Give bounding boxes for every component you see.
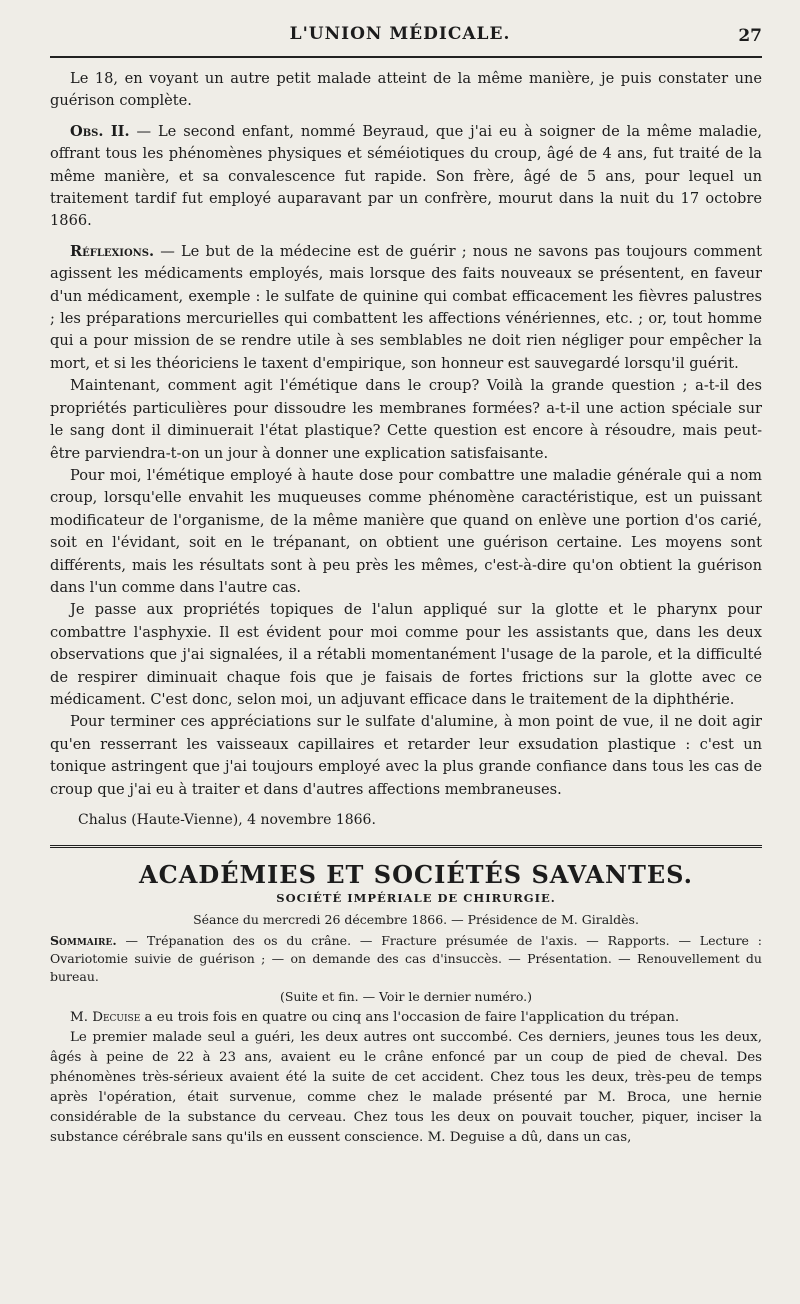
summary-text: — Trépanation des os du crâne. — Fracture présumée de l'axis. — Rapports. — Lecture : Ovariotomie suivie de guérison ; — on demande des cas d'insuccès. — Présentation. — Renouvellement du bureau. — [50, 932, 762, 984]
society-name: SOCIÉTÉ IMPÉRIALE DE CHIRURGIE. — [276, 890, 556, 905]
paragraph-alun: Je passe aux propriétés topiques de l'alun appliqué sur la glotte et le pharynx pour combattre l'asphyxie. Il est évident pour moi comme pour les assistants que, dans les deux observations que j'ai signalées, il a rétabli momentanément l'usage de la parole, et la difficulté de respirer diminuait chaque fois que je faisais de fortes frictions sur la glotte avec ce médicament. C'est donc, selon moi, un adjuvant efficace dans le traitement de la diphthérie. — [50, 601, 762, 708]
paragraph-conclusion: Pour terminer ces appréciations sur le sulfate d'alumine, à mon point de vue, il ne doit agir qu'en resserrant les vaisseaux capillaires et retarder leur exsudation plastique : c'est un tonique astringent que j'ai toujours employé avec la plus grande confiance dans tous les cas de croup que j'ai eu à traiter et dans d'autres affections membraneuses. — [50, 713, 762, 798]
running-head — [0, 24, 800, 50]
section-divider — [50, 845, 762, 848]
observation-text: — Le second enfant, nommé Beyraud, que j'ai eu à soigner de la même maladie, offrant tous les phénomènes physiques et séméiotiques du croup, âgé de 4 ans, fut traité de la même manière, et sa convalescence fut rapide. Son frère, âgé de 5 ans, pour lequel un traitement tardif fut employé auparavant par un confrère, mourut dans la nuit du 17 octobre 1866. — [50, 122, 762, 230]
reflections-text: — Le but de la médecine est de guérir ; nous ne savons pas toujours comment agissent les médicaments employés, mais lorsque des faits nouveaux se présentent, en faveur d'un médicament, exemple : le sulfate de quinine qui combat efficacement les fièvres palustres ; les préparations mercurielles qui combattent les affections vénériennes, etc. ; or, tout homme qui a pour mission de se rendre utile à ses semblables ne doit rien négliger pour empêcher la mort, et si les théoriciens le taxent d'empirique, son honneur est sauvegardé lorsqu'il guérit. — [50, 242, 762, 372]
journal-title: L'UNION MÉDICALE. — [289, 24, 511, 44]
paragraph-observation-2 — [50, 121, 762, 233]
page-number: 27 — [738, 26, 762, 46]
session-line: Séance du mercredi 26 décembre 1866. — Présidence de M. Giraldès. — [193, 912, 639, 928]
paragraph-recovery: Le 18, en voyant un autre petit malade atteint de la même manière, je puis constater une guérison complète. — [50, 70, 762, 110]
paragraph-first-patient: Le premier malade seul a guéri, les deux autres ont succombé. Ces derniers, jeunes tous les deux, âgés à peine de 22 à 23 ans, avaient eu le crâne enfoncé par un coup de pied de cheval. Des phénomènes très-sérieux avaient été la suite de cet accident. Chez tous les deux, très-peu de temps après l'opération, était survenue, comme chez le malade présenté par M. Broca, une hernie considérable de la substance du cerveau. Chez tous les deux on pouvait toucher, piquer, inciser la substance cérébrale sans qu'ils en eussent conscience. M. Deguise a dû, dans un cas, — [50, 1030, 762, 1146]
signoff: Chalus (Haute-Vienne), 4 novembre 1866. — [78, 812, 376, 828]
paragraph-emetique: Maintenant, comment agit l'émétique dans le croup? Voilà la grande question ; a-t-il des propriétés particulières pour dissoudre les membranes formées? a-t-il une action spéciale sur le sang dont il diminuerait l'état plastique? Cette question est encore à résoudre, mais peut-être parviendra-t-on un jour à donner une explication satisfaisante. — [50, 377, 762, 462]
speaker-name: M. Decuise — [70, 1010, 141, 1026]
observation-label: Obs. II. — [70, 122, 130, 140]
summary-label: Sommaire. — [50, 932, 117, 948]
paragraph-pour-moi: Pour moi, l'émétique employé à haute dose pour combattre une maladie générale qui a nom croup, lorsqu'elle envahit les muqueuses comme phénomène caractéristique, est un puissant modificateur de l'organisme, de la même manière que quand on enlève une portion d'os carié, soit en l'évidant, soit en le trépanant, on obtient une guérison certaine. Les moyens sont différents, mais les résultats sont à peu près les mêmes, c'est-à-dire qu'on obtient la guérison dans l'un comme dans l'autre cas. — [50, 466, 762, 596]
section-title: ACADÉMIES ET SOCIÉTÉS SAVANTES. — [139, 860, 693, 890]
continued-note: (Suite et fin. — Voir le dernier numéro.) — [279, 988, 533, 1004]
header-rule — [50, 56, 762, 58]
decuise-text: a eu trois fois en quatre ou cinq ans l'occasion de faire l'application du trépan. — [140, 1010, 680, 1026]
paragraph-reflections — [50, 241, 762, 375]
summary — [50, 932, 762, 986]
page-body — [50, 68, 762, 1148]
paragraph-decuise — [50, 1008, 762, 1028]
reflections-label: Réflexions. — [70, 242, 155, 260]
